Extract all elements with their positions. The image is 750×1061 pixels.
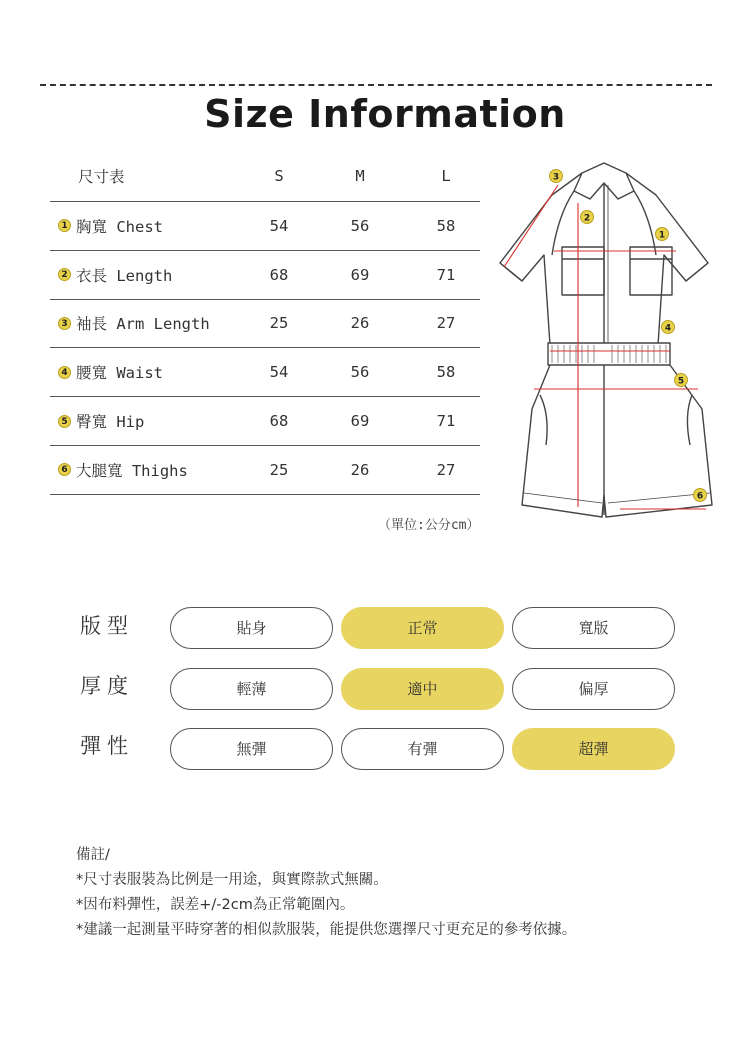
value-s: 54 xyxy=(269,216,289,235)
value-l: 71 xyxy=(436,412,456,431)
svg-text:4: 4 xyxy=(664,323,672,334)
fit-option-regular[interactable]: 正常 xyxy=(341,607,504,649)
marker-3 xyxy=(550,170,563,183)
value-l: 58 xyxy=(436,216,456,235)
row-label xyxy=(58,312,210,334)
size-table xyxy=(50,150,480,495)
thickness-option-thick[interactable]: 偏厚 xyxy=(512,668,675,710)
stretch-option-none[interactable]: 無彈 xyxy=(170,728,333,770)
row-label xyxy=(58,361,163,383)
marker-4 xyxy=(662,321,675,334)
value-l: 27 xyxy=(436,460,456,479)
value-m: 26 xyxy=(350,314,370,333)
row-label xyxy=(58,459,188,481)
number-badge: 1 xyxy=(58,219,71,232)
pocket-right xyxy=(630,247,672,295)
row-label-text: 衣長 Length xyxy=(76,266,173,285)
table-row xyxy=(50,300,480,349)
stretch-option-super[interactable]: 超彈 xyxy=(512,728,675,770)
number-badge: 2 xyxy=(58,268,71,281)
row-label-text: 胸寬 Chest xyxy=(76,217,163,236)
pocket-left xyxy=(562,247,604,295)
value-s: 68 xyxy=(269,265,289,284)
marker-6 xyxy=(694,489,707,502)
fit-option-slim[interactable]: 貼身 xyxy=(170,607,333,649)
value-s: 54 xyxy=(269,363,289,382)
row-label-text: 袖長 Arm Length xyxy=(76,315,210,334)
thickness-option-medium[interactable]: 適中 xyxy=(341,668,504,710)
note-item: *建議一起測量平時穿著的相似款服裝，能提供您選擇尺寸更充足的參考依據。 xyxy=(76,922,577,938)
row-label xyxy=(58,264,172,286)
waistband xyxy=(548,343,670,365)
dashed-divider xyxy=(40,84,712,86)
value-s: 68 xyxy=(269,412,289,431)
sleeve-cuff-left xyxy=(500,263,522,281)
number-badge: 5 xyxy=(58,415,71,428)
rating-label-thickness: 厚度 xyxy=(80,674,134,698)
header-l: L xyxy=(441,166,451,185)
value-m: 56 xyxy=(350,363,370,382)
value-l: 58 xyxy=(436,363,456,382)
marker-5 xyxy=(675,374,688,387)
number-badge: 3 xyxy=(58,317,71,330)
notes-heading: 備註/ xyxy=(76,847,110,863)
value-l: 27 xyxy=(436,314,456,333)
svg-text:1: 1 xyxy=(658,230,666,241)
header-m: M xyxy=(355,166,365,185)
value-m: 69 xyxy=(350,265,370,284)
marker-1 xyxy=(656,228,669,241)
row-label-text: 大腿寬 Thighs xyxy=(76,461,188,480)
hem-left xyxy=(524,493,602,503)
table-row xyxy=(50,348,480,397)
raglan-seam-right xyxy=(634,191,656,255)
rating-label-fit: 版型 xyxy=(80,614,134,638)
side-pocket-right xyxy=(687,395,692,445)
size-table-header xyxy=(50,150,480,202)
thickness-option-thin[interactable]: 輕薄 xyxy=(170,668,333,710)
value-l: 71 xyxy=(436,265,456,284)
note-item: *因布料彈性，誤差+/-2cm為正常範圍內。 xyxy=(76,897,355,913)
notes-section xyxy=(76,843,576,943)
value-m: 26 xyxy=(350,460,370,479)
row-label xyxy=(58,215,163,237)
value-s: 25 xyxy=(269,314,289,333)
rating-label-stretch: 彈性 xyxy=(80,734,134,758)
page-title: Size Information xyxy=(204,92,566,136)
side-pocket-left xyxy=(540,395,547,445)
header-label: 尺寸表 xyxy=(78,167,125,186)
arrow-arm-length xyxy=(504,185,558,267)
romper-diagram xyxy=(492,155,717,527)
row-label-text: 臀寬 Hip xyxy=(76,413,145,432)
table-row xyxy=(50,251,480,300)
header-s: S xyxy=(274,166,284,185)
table-row xyxy=(50,397,480,446)
value-s: 25 xyxy=(269,460,289,479)
svg-text:5: 5 xyxy=(677,376,685,387)
row-label-text: 腰寬 Waist xyxy=(76,364,163,383)
shorts-outline xyxy=(522,365,712,517)
unit-note: （單位:公分cm） xyxy=(378,518,480,533)
stretch-option-some[interactable]: 有彈 xyxy=(341,728,504,770)
value-m: 56 xyxy=(350,216,370,235)
svg-text:6: 6 xyxy=(696,491,704,502)
number-badge: 4 xyxy=(58,366,71,379)
marker-2 xyxy=(581,211,594,224)
table-row xyxy=(50,446,480,495)
raglan-seam-left xyxy=(552,191,574,255)
value-m: 69 xyxy=(350,412,370,431)
number-badge: 6 xyxy=(58,463,71,476)
svg-text:3: 3 xyxy=(552,172,560,183)
sleeve-cuff-right xyxy=(686,263,708,281)
fit-option-loose[interactable]: 寬版 xyxy=(512,607,675,649)
svg-text:2: 2 xyxy=(583,213,591,224)
table-row xyxy=(50,202,480,251)
row-label xyxy=(58,410,144,432)
note-item: *尺寸表服裝為比例是一用途，與實際款式無關。 xyxy=(76,872,388,888)
